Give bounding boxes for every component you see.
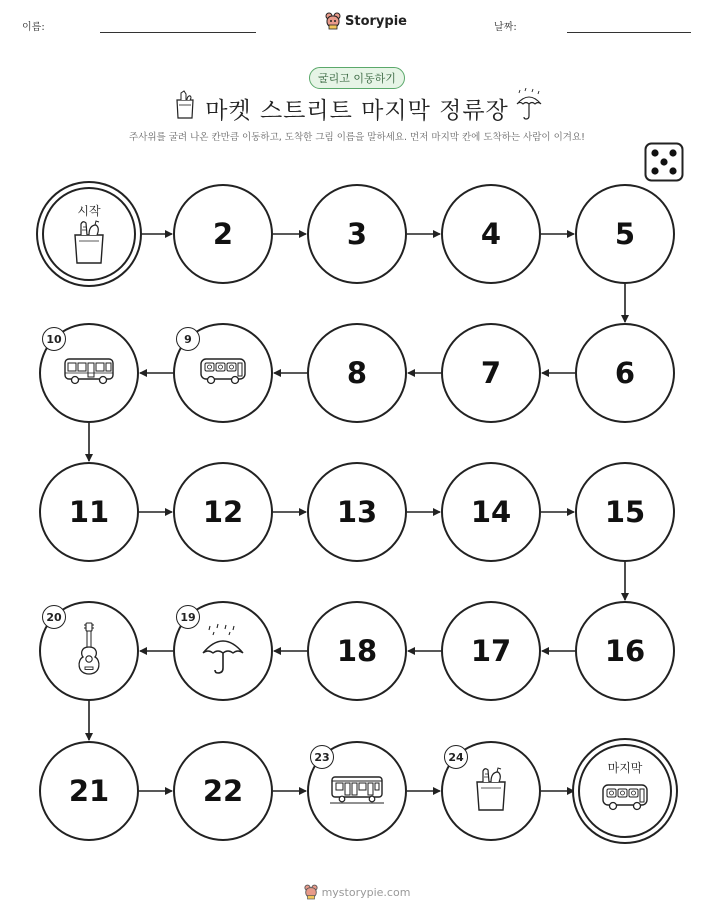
umbrella-icon bbox=[200, 623, 246, 679]
board-cell-22[interactable] bbox=[173, 741, 273, 841]
grocery-bag-icon bbox=[69, 219, 109, 269]
cell-number: 11 bbox=[68, 495, 110, 529]
cell-number: 17 bbox=[470, 634, 512, 668]
cell-number: 14 bbox=[470, 495, 512, 529]
board-cell-18[interactable] bbox=[307, 601, 407, 701]
board-cell-3[interactable] bbox=[307, 184, 407, 284]
start-cell[interactable] bbox=[42, 187, 136, 281]
cell-number: 3 bbox=[346, 217, 368, 251]
cell-number: 7 bbox=[480, 356, 502, 390]
board-cell-5[interactable] bbox=[575, 184, 675, 284]
cell-number: 13 bbox=[336, 495, 378, 529]
cell-number: 16 bbox=[604, 634, 646, 668]
guitar-icon bbox=[74, 622, 104, 680]
cell-number-badge: 23 bbox=[310, 745, 334, 769]
start-label: 시작 bbox=[77, 204, 101, 218]
board-cell-13[interactable] bbox=[307, 462, 407, 562]
board-cell-17[interactable] bbox=[441, 601, 541, 701]
board-cell-11[interactable] bbox=[39, 462, 139, 562]
cell-number: 8 bbox=[346, 356, 368, 390]
board-cell-2[interactable] bbox=[173, 184, 273, 284]
cell-number: 4 bbox=[480, 217, 502, 251]
cell-number-badge: 19 bbox=[176, 605, 200, 629]
school-bus-icon bbox=[601, 782, 649, 816]
board-cell-4[interactable] bbox=[441, 184, 541, 284]
board-cell-6[interactable] bbox=[575, 323, 675, 423]
page-title: 마켓 스트리트 마지막 정류장 bbox=[205, 98, 509, 124]
cell-number: 5 bbox=[614, 217, 636, 251]
activity-tag: 굴리고 이동하기 bbox=[309, 67, 405, 89]
cell-number: 22 bbox=[202, 774, 244, 808]
tram-icon bbox=[330, 773, 384, 809]
cell-number-badge: 9 bbox=[176, 327, 200, 351]
board-cell-8[interactable] bbox=[307, 323, 407, 423]
cell-number-badge: 10 bbox=[42, 327, 66, 351]
board-cell-14[interactable] bbox=[441, 462, 541, 562]
board-cell-16[interactable] bbox=[575, 601, 675, 701]
school-bus-icon bbox=[199, 356, 247, 390]
board-cell-21[interactable] bbox=[39, 741, 139, 841]
name-label: 이름: bbox=[22, 22, 45, 33]
date-label: 날짜: bbox=[494, 22, 517, 33]
finish-cell[interactable] bbox=[578, 744, 672, 838]
storypie-logo-icon bbox=[304, 884, 318, 900]
footer bbox=[0, 884, 714, 900]
cell-number: 15 bbox=[604, 495, 646, 529]
finish-label: 마지막 bbox=[607, 761, 643, 775]
cell-number: 6 bbox=[614, 356, 636, 390]
cell-number-badge: 20 bbox=[42, 605, 66, 629]
cell-number: 2 bbox=[212, 217, 234, 251]
board-cell-7[interactable] bbox=[441, 323, 541, 423]
cell-number-badge: 24 bbox=[444, 745, 468, 769]
board-cell-12[interactable] bbox=[173, 462, 273, 562]
cell-number: 18 bbox=[336, 634, 378, 668]
city-bus-icon bbox=[63, 356, 115, 390]
footer-site[interactable]: mystorypie.com bbox=[321, 885, 411, 899]
cell-number: 21 bbox=[68, 774, 110, 808]
board-cell-15[interactable] bbox=[575, 462, 675, 562]
cell-number: 12 bbox=[202, 495, 244, 529]
grocery-bag-icon bbox=[471, 766, 511, 816]
brand-name: Storypie bbox=[345, 13, 407, 29]
instructions: 주사위를 굴려 나온 칸만큼 이동하고, 도착한 그림 이름을 말하세요. 먼저 마지막 칸에 도착하는 사람이 이겨요! bbox=[129, 132, 585, 143]
